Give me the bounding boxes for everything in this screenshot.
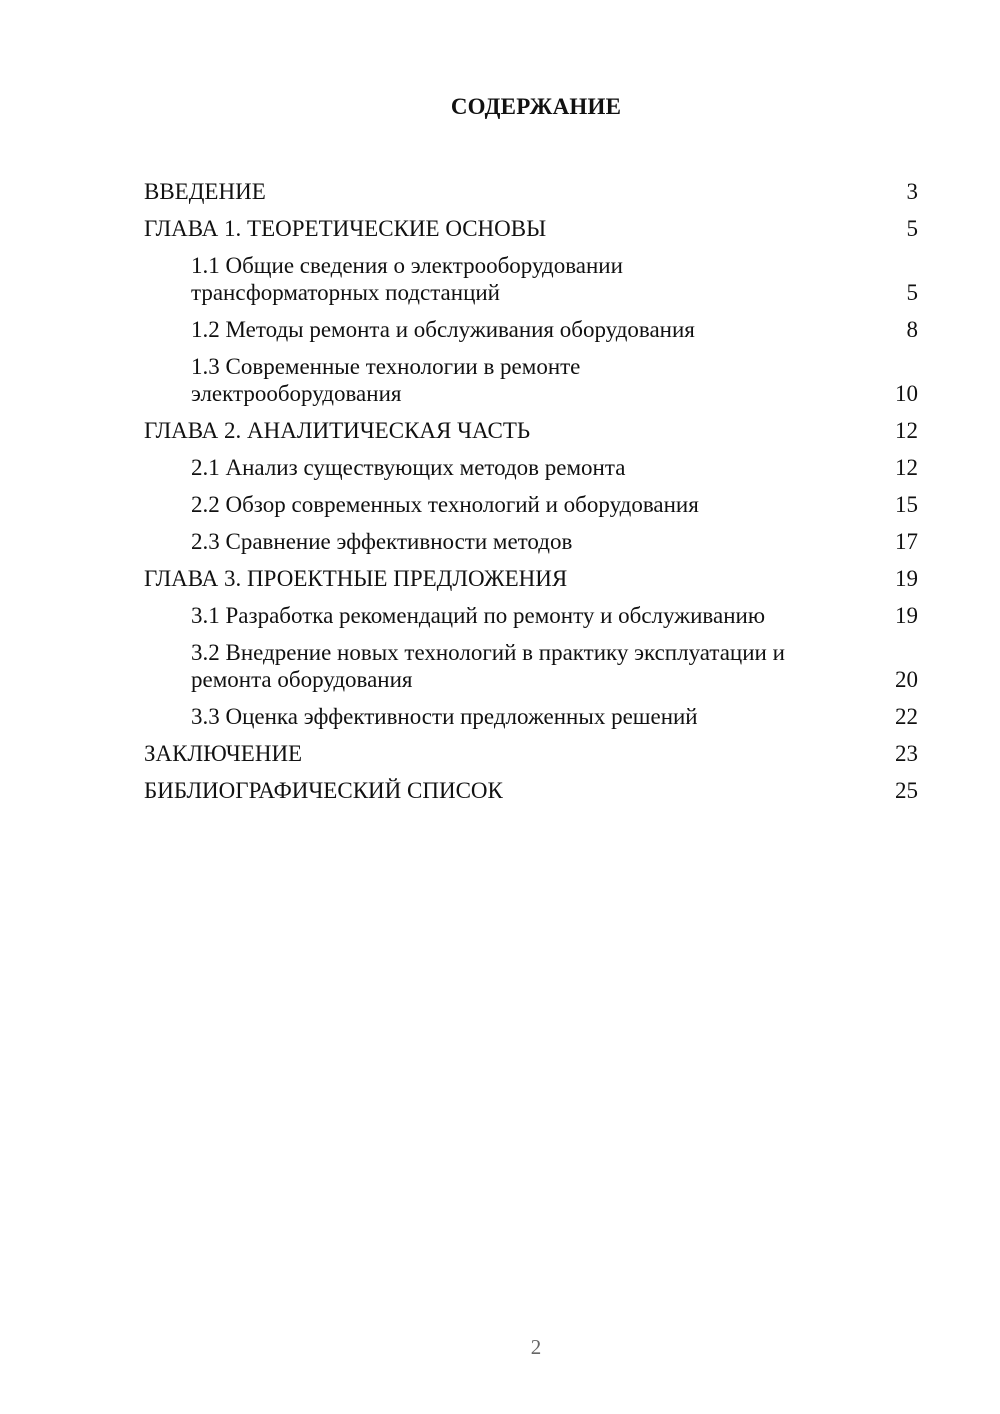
toc-entry-page: 5	[906, 280, 918, 305]
page-number: 2	[530, 1335, 542, 1359]
toc-subentry[interactable]	[144, 592, 918, 629]
toc-entry-label: БИБЛИОГРАФИЧЕСКИЙ СПИСОК	[144, 778, 503, 803]
toc-entry-label: 3.2 Внедрение новых технологий в практику эксплуатации и ремонта оборудования	[191, 640, 785, 692]
table-of-contents	[144, 168, 918, 804]
toc-entry-page: 5	[906, 216, 918, 241]
toc-entry-label: 2.1 Анализ существующих методов ремонта	[191, 455, 626, 480]
toc-entry-label: 1.3 Современные технологии в ремонте электрооборудования	[191, 354, 581, 406]
toc-subentry[interactable]	[144, 693, 918, 730]
toc-entry[interactable]	[144, 168, 918, 205]
toc-subentry[interactable]	[144, 306, 918, 343]
toc-entry-label: ГЛАВА 3. ПРОЕКТНЫЕ ПРЕДЛОЖЕНИЯ	[144, 566, 568, 591]
toc-entry-label: ГЛАВА 1. ТЕОРЕТИЧЕСКИЕ ОСНОВЫ	[144, 216, 547, 241]
toc-entry-page: 25	[895, 778, 918, 803]
toc-entry-label: 2.3 Сравнение эффективности методов	[191, 529, 573, 554]
toc-entry-page: 12	[895, 455, 918, 480]
toc-entry-page: 23	[895, 741, 918, 766]
toc-entry[interactable]	[144, 730, 918, 767]
toc-subentry[interactable]	[144, 444, 918, 481]
toc-entry-label: 1.1 Общие сведения о электрооборудовании трансформаторных подстанций	[191, 253, 623, 305]
toc-entry-page: 17	[895, 529, 918, 554]
toc-entry-label: 3.1 Разработка рекомендаций по ремонту и обслуживанию	[191, 603, 766, 628]
toc-entry-page: 22	[895, 704, 918, 729]
toc-subentry[interactable]	[144, 518, 918, 555]
toc-subentry[interactable]	[144, 629, 918, 693]
toc-entry-page: 10	[895, 381, 918, 406]
toc-entry-label: ВВЕДЕНИЕ	[144, 179, 266, 204]
toc-entry-page: 19	[895, 566, 918, 591]
toc-entry[interactable]	[144, 767, 918, 804]
toc-entry-label: 3.3 Оценка эффективности предложенных решений	[191, 704, 698, 729]
toc-entry[interactable]	[144, 407, 918, 444]
toc-subentry[interactable]	[144, 242, 918, 306]
toc-entry-label: 2.2 Обзор современных технологий и оборудования	[191, 492, 699, 517]
toc-subentry[interactable]	[144, 343, 918, 407]
toc-entry-page: 12	[895, 418, 918, 443]
toc-entry[interactable]	[144, 205, 918, 242]
toc-subentry[interactable]	[144, 481, 918, 518]
toc-entry-label: ЗАКЛЮЧЕНИЕ	[144, 741, 303, 766]
toc-entry-label: 1.2 Методы ремонта и обслуживания оборудования	[191, 317, 695, 342]
toc-entry[interactable]	[144, 555, 918, 592]
toc-entry-page: 8	[906, 317, 918, 342]
toc-entry-page: 3	[906, 179, 918, 204]
toc-entry-page: 19	[895, 603, 918, 628]
toc-entry-page: 15	[895, 492, 918, 517]
page-title: СОДЕРЖАНИЕ	[450, 94, 622, 119]
toc-entry-page: 20	[895, 667, 918, 692]
toc-entry-label: ГЛАВА 2. АНАЛИТИЧЕСКАЯ ЧАСТЬ	[144, 418, 531, 443]
